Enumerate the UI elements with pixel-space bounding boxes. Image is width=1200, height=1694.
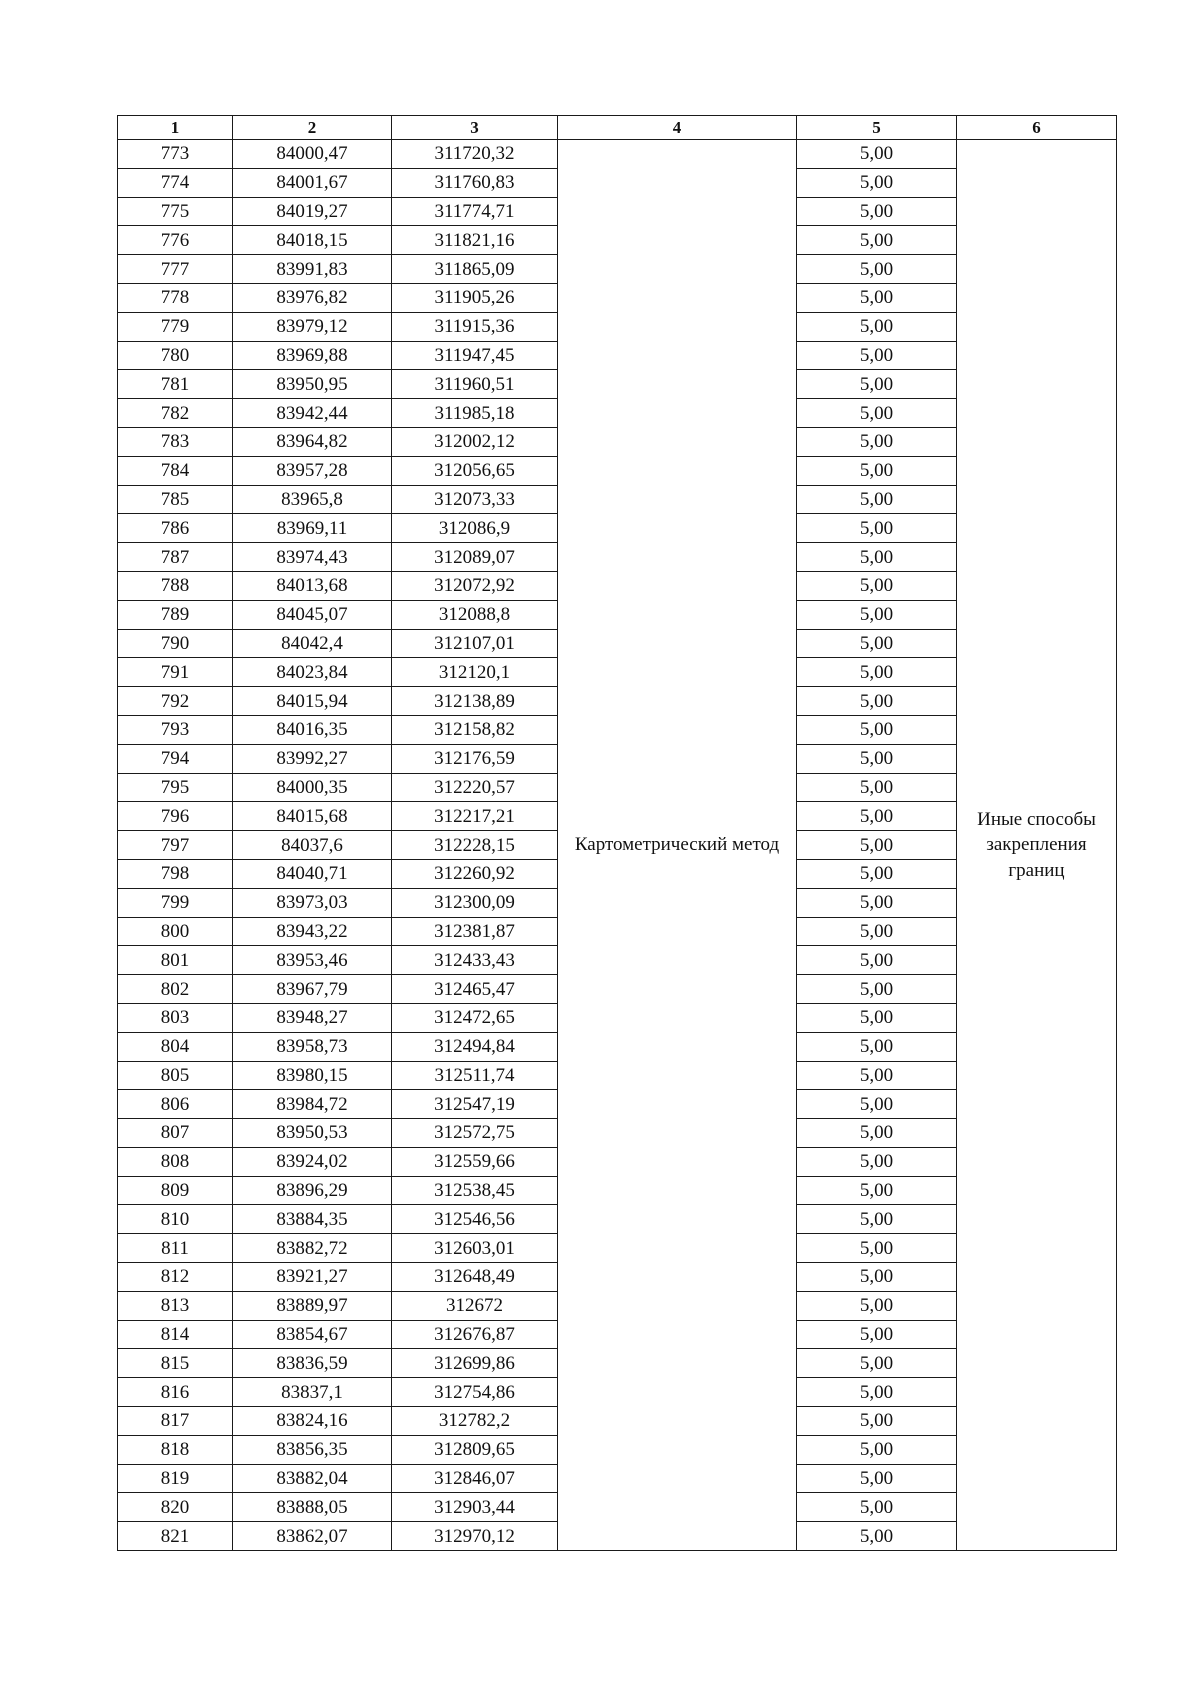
y-coordinate-cell: 312559,66 bbox=[392, 1147, 558, 1176]
y-coordinate-cell: 311985,18 bbox=[392, 399, 558, 428]
point-number-cell: 816 bbox=[118, 1378, 233, 1407]
x-coordinate-cell: 84001,67 bbox=[233, 168, 392, 197]
x-coordinate-cell: 83958,73 bbox=[233, 1032, 392, 1061]
point-number-cell: 781 bbox=[118, 370, 233, 399]
accuracy-cell: 5,00 bbox=[797, 1119, 957, 1148]
accuracy-cell: 5,00 bbox=[797, 140, 957, 169]
x-coordinate-cell: 83967,79 bbox=[233, 975, 392, 1004]
y-coordinate-cell: 311760,83 bbox=[392, 168, 558, 197]
x-coordinate-cell: 83974,43 bbox=[233, 543, 392, 572]
accuracy-cell: 5,00 bbox=[797, 168, 957, 197]
x-coordinate-cell: 83950,95 bbox=[233, 370, 392, 399]
point-number-cell: 774 bbox=[118, 168, 233, 197]
point-number-cell: 785 bbox=[118, 485, 233, 514]
point-number-cell: 800 bbox=[118, 917, 233, 946]
y-coordinate-cell: 312970,12 bbox=[392, 1522, 558, 1551]
accuracy-cell: 5,00 bbox=[797, 571, 957, 600]
y-coordinate-cell: 312546,56 bbox=[392, 1205, 558, 1234]
point-number-cell: 783 bbox=[118, 427, 233, 456]
accuracy-cell: 5,00 bbox=[797, 1522, 957, 1551]
point-number-cell: 809 bbox=[118, 1176, 233, 1205]
accuracy-cell: 5,00 bbox=[797, 859, 957, 888]
accuracy-cell: 5,00 bbox=[797, 1147, 957, 1176]
point-number-cell: 817 bbox=[118, 1407, 233, 1436]
accuracy-cell: 5,00 bbox=[797, 1407, 957, 1436]
x-coordinate-cell: 83973,03 bbox=[233, 888, 392, 917]
x-coordinate-cell: 84016,35 bbox=[233, 715, 392, 744]
accuracy-cell: 5,00 bbox=[797, 1032, 957, 1061]
y-coordinate-cell: 312073,33 bbox=[392, 485, 558, 514]
y-coordinate-cell: 312676,87 bbox=[392, 1320, 558, 1349]
y-coordinate-cell: 312107,01 bbox=[392, 629, 558, 658]
x-coordinate-cell: 84040,71 bbox=[233, 859, 392, 888]
y-coordinate-cell: 311960,51 bbox=[392, 370, 558, 399]
x-coordinate-cell: 83854,67 bbox=[233, 1320, 392, 1349]
x-coordinate-cell: 83948,27 bbox=[233, 1003, 392, 1032]
table-row bbox=[118, 140, 1117, 169]
point-number-cell: 779 bbox=[118, 312, 233, 341]
accuracy-cell: 5,00 bbox=[797, 427, 957, 456]
accuracy-cell: 5,00 bbox=[797, 600, 957, 629]
accuracy-cell: 5,00 bbox=[797, 917, 957, 946]
y-coordinate-cell: 312056,65 bbox=[392, 456, 558, 485]
accuracy-cell: 5,00 bbox=[797, 1176, 957, 1205]
y-coordinate-cell: 312846,07 bbox=[392, 1464, 558, 1493]
accuracy-cell: 5,00 bbox=[797, 1090, 957, 1119]
accuracy-cell: 5,00 bbox=[797, 802, 957, 831]
accuracy-cell: 5,00 bbox=[797, 226, 957, 255]
header-col-5: 5 bbox=[797, 116, 957, 140]
accuracy-cell: 5,00 bbox=[797, 831, 957, 860]
header-col-4: 4 bbox=[558, 116, 797, 140]
point-number-cell: 815 bbox=[118, 1349, 233, 1378]
y-coordinate-cell: 312176,59 bbox=[392, 744, 558, 773]
accuracy-cell: 5,00 bbox=[797, 658, 957, 687]
x-coordinate-cell: 83991,83 bbox=[233, 255, 392, 284]
accuracy-cell: 5,00 bbox=[797, 514, 957, 543]
accuracy-cell: 5,00 bbox=[797, 399, 957, 428]
point-number-cell: 782 bbox=[118, 399, 233, 428]
y-coordinate-cell: 312648,49 bbox=[392, 1263, 558, 1292]
y-coordinate-cell: 312538,45 bbox=[392, 1176, 558, 1205]
point-number-cell: 787 bbox=[118, 543, 233, 572]
point-number-cell: 786 bbox=[118, 514, 233, 543]
accuracy-cell: 5,00 bbox=[797, 946, 957, 975]
point-number-cell: 808 bbox=[118, 1147, 233, 1176]
x-coordinate-cell: 84037,6 bbox=[233, 831, 392, 860]
y-coordinate-cell: 312782,2 bbox=[392, 1407, 558, 1436]
x-coordinate-cell: 83856,35 bbox=[233, 1435, 392, 1464]
point-number-cell: 775 bbox=[118, 197, 233, 226]
y-coordinate-cell: 311915,36 bbox=[392, 312, 558, 341]
y-coordinate-cell: 312002,12 bbox=[392, 427, 558, 456]
y-coordinate-cell: 312672 bbox=[392, 1291, 558, 1320]
point-number-cell: 810 bbox=[118, 1205, 233, 1234]
y-coordinate-cell: 312472,65 bbox=[392, 1003, 558, 1032]
y-coordinate-cell: 312089,07 bbox=[392, 543, 558, 572]
y-coordinate-cell: 312220,57 bbox=[392, 773, 558, 802]
accuracy-cell: 5,00 bbox=[797, 773, 957, 802]
point-number-cell: 819 bbox=[118, 1464, 233, 1493]
x-coordinate-cell: 84042,4 bbox=[233, 629, 392, 658]
x-coordinate-cell: 84023,84 bbox=[233, 658, 392, 687]
point-number-cell: 773 bbox=[118, 140, 233, 169]
accuracy-cell: 5,00 bbox=[797, 1349, 957, 1378]
x-coordinate-cell: 83964,82 bbox=[233, 427, 392, 456]
table-body bbox=[118, 140, 1117, 1551]
accuracy-cell: 5,00 bbox=[797, 744, 957, 773]
y-coordinate-cell: 312158,82 bbox=[392, 715, 558, 744]
accuracy-cell: 5,00 bbox=[797, 1003, 957, 1032]
y-coordinate-cell: 311905,26 bbox=[392, 283, 558, 312]
x-coordinate-cell: 83950,53 bbox=[233, 1119, 392, 1148]
point-number-cell: 791 bbox=[118, 658, 233, 687]
x-coordinate-cell: 83969,88 bbox=[233, 341, 392, 370]
y-coordinate-cell: 312217,21 bbox=[392, 802, 558, 831]
y-coordinate-cell: 312494,84 bbox=[392, 1032, 558, 1061]
point-number-cell: 790 bbox=[118, 629, 233, 658]
accuracy-cell: 5,00 bbox=[797, 543, 957, 572]
x-coordinate-cell: 83943,22 bbox=[233, 917, 392, 946]
x-coordinate-cell: 83837,1 bbox=[233, 1378, 392, 1407]
point-number-cell: 818 bbox=[118, 1435, 233, 1464]
point-number-cell: 780 bbox=[118, 341, 233, 370]
point-number-cell: 788 bbox=[118, 571, 233, 600]
accuracy-cell: 5,00 bbox=[797, 1378, 957, 1407]
point-number-cell: 811 bbox=[118, 1234, 233, 1263]
y-coordinate-cell: 312754,86 bbox=[392, 1378, 558, 1407]
point-number-cell: 804 bbox=[118, 1032, 233, 1061]
y-coordinate-cell: 311774,71 bbox=[392, 197, 558, 226]
point-number-cell: 820 bbox=[118, 1493, 233, 1522]
accuracy-cell: 5,00 bbox=[797, 485, 957, 514]
accuracy-cell: 5,00 bbox=[797, 341, 957, 370]
point-number-cell: 793 bbox=[118, 715, 233, 744]
header-col-2: 2 bbox=[233, 116, 392, 140]
boundary-fixing-cell: Иные способы закрепления границ bbox=[957, 140, 1117, 1551]
accuracy-cell: 5,00 bbox=[797, 456, 957, 485]
point-number-cell: 797 bbox=[118, 831, 233, 860]
accuracy-cell: 5,00 bbox=[797, 1464, 957, 1493]
point-number-cell: 813 bbox=[118, 1291, 233, 1320]
y-coordinate-cell: 312465,47 bbox=[392, 975, 558, 1004]
accuracy-cell: 5,00 bbox=[797, 975, 957, 1004]
x-coordinate-cell: 83965,8 bbox=[233, 485, 392, 514]
point-number-cell: 799 bbox=[118, 888, 233, 917]
x-coordinate-cell: 83824,16 bbox=[233, 1407, 392, 1436]
point-number-cell: 802 bbox=[118, 975, 233, 1004]
point-number-cell: 792 bbox=[118, 687, 233, 716]
x-coordinate-cell: 83942,44 bbox=[233, 399, 392, 428]
point-number-cell: 789 bbox=[118, 600, 233, 629]
y-coordinate-cell: 312228,15 bbox=[392, 831, 558, 860]
y-coordinate-cell: 312086,9 bbox=[392, 514, 558, 543]
y-coordinate-cell: 312547,19 bbox=[392, 1090, 558, 1119]
header-row bbox=[118, 116, 1117, 140]
y-coordinate-cell: 312433,43 bbox=[392, 946, 558, 975]
point-number-cell: 821 bbox=[118, 1522, 233, 1551]
header-col-6: 6 bbox=[957, 116, 1117, 140]
point-number-cell: 807 bbox=[118, 1119, 233, 1148]
accuracy-cell: 5,00 bbox=[797, 1234, 957, 1263]
x-coordinate-cell: 84015,94 bbox=[233, 687, 392, 716]
point-number-cell: 801 bbox=[118, 946, 233, 975]
accuracy-cell: 5,00 bbox=[797, 1291, 957, 1320]
point-number-cell: 777 bbox=[118, 255, 233, 284]
x-coordinate-cell: 83884,35 bbox=[233, 1205, 392, 1234]
x-coordinate-cell: 84000,35 bbox=[233, 773, 392, 802]
x-coordinate-cell: 83980,15 bbox=[233, 1061, 392, 1090]
point-number-cell: 794 bbox=[118, 744, 233, 773]
header-col-1: 1 bbox=[118, 116, 233, 140]
y-coordinate-cell: 312300,09 bbox=[392, 888, 558, 917]
accuracy-cell: 5,00 bbox=[797, 1263, 957, 1292]
x-coordinate-cell: 83836,59 bbox=[233, 1349, 392, 1378]
point-number-cell: 798 bbox=[118, 859, 233, 888]
coordinates-table bbox=[117, 115, 1117, 1551]
accuracy-cell: 5,00 bbox=[797, 629, 957, 658]
y-coordinate-cell: 312603,01 bbox=[392, 1234, 558, 1263]
accuracy-cell: 5,00 bbox=[797, 255, 957, 284]
point-number-cell: 806 bbox=[118, 1090, 233, 1119]
y-coordinate-cell: 312088,8 bbox=[392, 600, 558, 629]
accuracy-cell: 5,00 bbox=[797, 1493, 957, 1522]
method-cell: Картометрический метод bbox=[558, 140, 797, 1551]
x-coordinate-cell: 83984,72 bbox=[233, 1090, 392, 1119]
accuracy-cell: 5,00 bbox=[797, 370, 957, 399]
point-number-cell: 778 bbox=[118, 283, 233, 312]
y-coordinate-cell: 311821,16 bbox=[392, 226, 558, 255]
y-coordinate-cell: 312120,1 bbox=[392, 658, 558, 687]
x-coordinate-cell: 84000,47 bbox=[233, 140, 392, 169]
accuracy-cell: 5,00 bbox=[797, 687, 957, 716]
point-number-cell: 812 bbox=[118, 1263, 233, 1292]
accuracy-cell: 5,00 bbox=[797, 197, 957, 226]
x-coordinate-cell: 83976,82 bbox=[233, 283, 392, 312]
x-coordinate-cell: 83953,46 bbox=[233, 946, 392, 975]
x-coordinate-cell: 84019,27 bbox=[233, 197, 392, 226]
x-coordinate-cell: 84018,15 bbox=[233, 226, 392, 255]
accuracy-cell: 5,00 bbox=[797, 283, 957, 312]
x-coordinate-cell: 84045,07 bbox=[233, 600, 392, 629]
y-coordinate-cell: 312809,65 bbox=[392, 1435, 558, 1464]
x-coordinate-cell: 83896,29 bbox=[233, 1176, 392, 1205]
accuracy-cell: 5,00 bbox=[797, 312, 957, 341]
point-number-cell: 776 bbox=[118, 226, 233, 255]
point-number-cell: 796 bbox=[118, 802, 233, 831]
y-coordinate-cell: 312072,92 bbox=[392, 571, 558, 600]
point-number-cell: 784 bbox=[118, 456, 233, 485]
x-coordinate-cell: 83992,27 bbox=[233, 744, 392, 773]
accuracy-cell: 5,00 bbox=[797, 888, 957, 917]
y-coordinate-cell: 312138,89 bbox=[392, 687, 558, 716]
accuracy-cell: 5,00 bbox=[797, 1205, 957, 1234]
x-coordinate-cell: 83862,07 bbox=[233, 1522, 392, 1551]
accuracy-cell: 5,00 bbox=[797, 1061, 957, 1090]
y-coordinate-cell: 312699,86 bbox=[392, 1349, 558, 1378]
point-number-cell: 795 bbox=[118, 773, 233, 802]
x-coordinate-cell: 83921,27 bbox=[233, 1263, 392, 1292]
header-col-3: 3 bbox=[392, 116, 558, 140]
x-coordinate-cell: 83969,11 bbox=[233, 514, 392, 543]
y-coordinate-cell: 312903,44 bbox=[392, 1493, 558, 1522]
x-coordinate-cell: 83888,05 bbox=[233, 1493, 392, 1522]
x-coordinate-cell: 83957,28 bbox=[233, 456, 392, 485]
x-coordinate-cell: 83924,02 bbox=[233, 1147, 392, 1176]
y-coordinate-cell: 311947,45 bbox=[392, 341, 558, 370]
x-coordinate-cell: 83979,12 bbox=[233, 312, 392, 341]
x-coordinate-cell: 83882,04 bbox=[233, 1464, 392, 1493]
x-coordinate-cell: 84015,68 bbox=[233, 802, 392, 831]
x-coordinate-cell: 83882,72 bbox=[233, 1234, 392, 1263]
point-number-cell: 805 bbox=[118, 1061, 233, 1090]
accuracy-cell: 5,00 bbox=[797, 1320, 957, 1349]
point-number-cell: 814 bbox=[118, 1320, 233, 1349]
y-coordinate-cell: 312511,74 bbox=[392, 1061, 558, 1090]
point-number-cell: 803 bbox=[118, 1003, 233, 1032]
y-coordinate-cell: 312381,87 bbox=[392, 917, 558, 946]
accuracy-cell: 5,00 bbox=[797, 1435, 957, 1464]
y-coordinate-cell: 312260,92 bbox=[392, 859, 558, 888]
x-coordinate-cell: 84013,68 bbox=[233, 571, 392, 600]
accuracy-cell: 5,00 bbox=[797, 715, 957, 744]
y-coordinate-cell: 311865,09 bbox=[392, 255, 558, 284]
x-coordinate-cell: 83889,97 bbox=[233, 1291, 392, 1320]
y-coordinate-cell: 311720,32 bbox=[392, 140, 558, 169]
y-coordinate-cell: 312572,75 bbox=[392, 1119, 558, 1148]
